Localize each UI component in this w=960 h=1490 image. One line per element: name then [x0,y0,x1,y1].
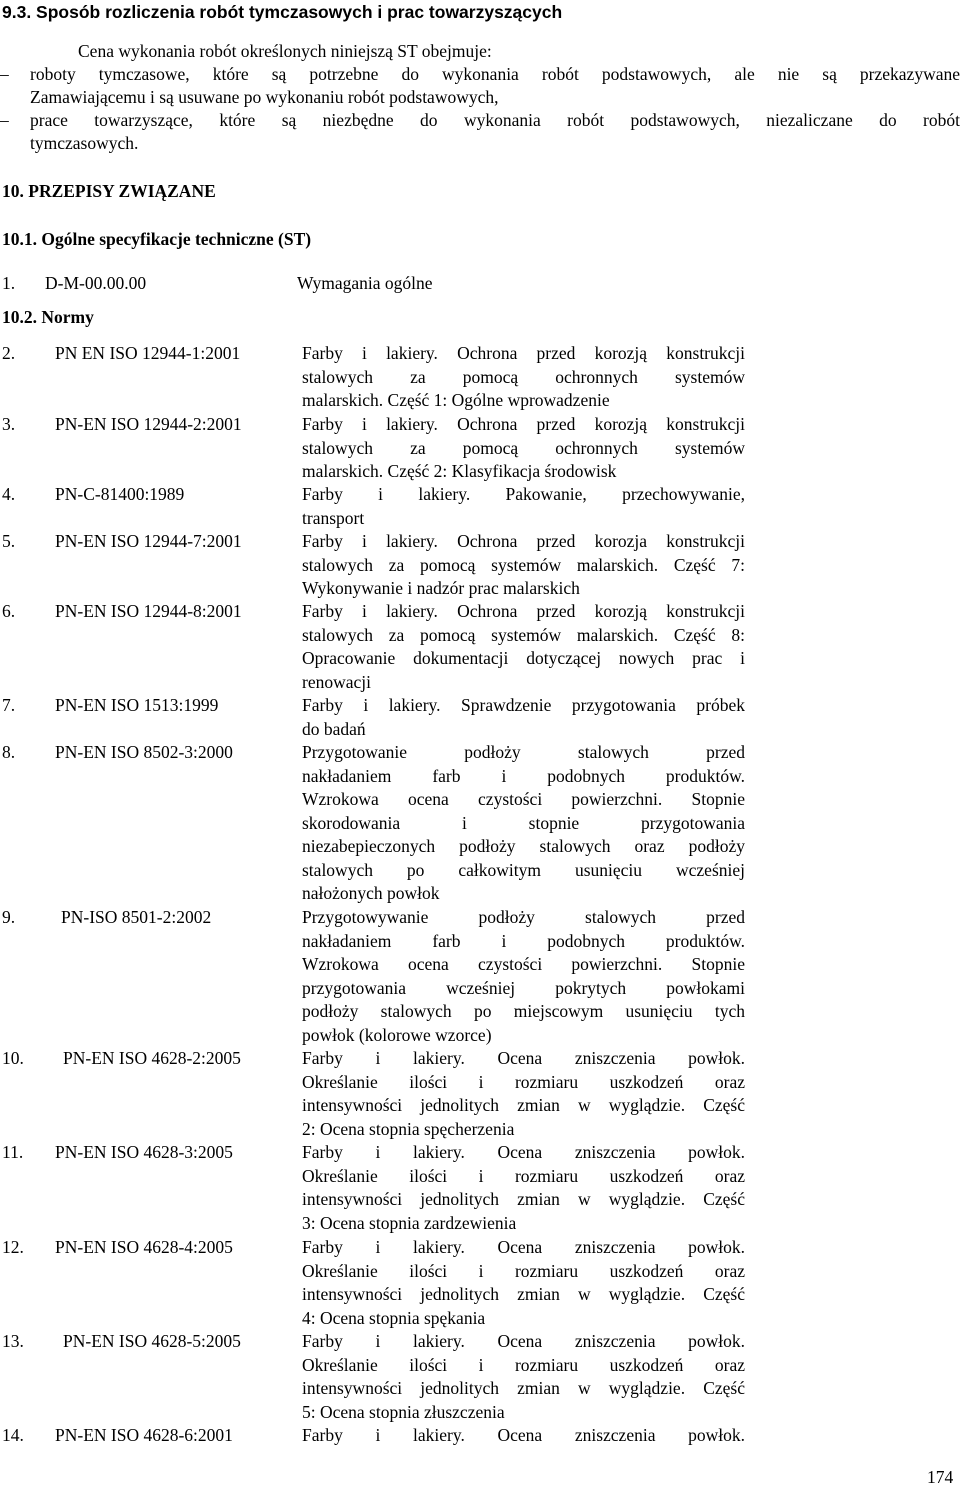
bullet-dash: – [0,110,9,130]
norm-title-line: nakładaniem farb i podobnych produktów. [302,765,745,786]
norm-number: 8. [2,742,16,762]
norm-title-line: Określanie ilości i rozmiaru uszkodzeń oraz [302,1165,745,1186]
norm-title-line: nałożonych powłok [302,883,440,904]
norm-title-line: intensywności jednolitych zmian w wyglądzie. Część [302,1095,745,1116]
bullet-dash: – [0,64,9,84]
norm-title-line: malarskich. Część 1: Ogólne wprowadzenie [302,390,610,411]
st-item-code: D-M-00.00.00 [45,273,147,293]
norm-number: 4. [2,484,16,504]
norm-number: 3. [2,414,16,434]
norm-title-line: Przygotowywanie podłoży stalowych przed [302,907,745,927]
norm-number: 12. [2,1237,24,1257]
norm-title-line: intensywności jednolitych zmian w wyglądzie. Część [302,1189,745,1210]
norm-title-line: intensywności jednolitych zmian w wyglądzie. Część [302,1378,745,1399]
heading-normy: 10.2. Normy [2,307,94,327]
section-title: 9.3. Sposób rozliczenia robót tymczasowych i prac towarzyszących [2,2,563,22]
norm-title [302,1141,745,1235]
norm-title-line: przygotowania wcześniej pokrytych powłokami [302,977,745,998]
norm-number: 10. [2,1048,24,1068]
norm-title-line: stalowych za pomocą ochronnych systemów [302,366,745,387]
norm-code: PN-ISO 8501-2:2002 [61,907,212,927]
norm-title-line: 3: Ocena stopnia zardzewienia [302,1212,517,1233]
norm-title-line: stalowych za pomocą ochronnych systemów [302,437,745,458]
norm-title-line: Farby i lakiery. Ocena zniszczenia powłok. [302,1425,745,1445]
norm-title-line: Wzrokowa ocena czystości powierzchni. Stopnie [302,954,745,975]
intro-text: Cena wykonania robót określonych niniejszą ST obejmuje: [78,41,492,61]
norm-title-line: Farby i lakiery. Ocena zniszczenia powłok. [302,1048,745,1068]
bullet-line: tymczasowych. [30,133,139,153]
norm-title-line: Wykonywanie i nadzór prac malarskich [302,578,580,599]
norm-title-line: Farby i lakiery. Ochrona przed korozja konstrukcji [302,531,745,551]
norm-title-line: Przygotowanie podłoży stalowych przed [302,742,745,762]
norm-title-line: do badań [302,718,366,739]
bullet-line: roboty tymczasowe, które są potrzebne do wykonania robót podstawowych, ale nie są przekazywane [30,64,960,84]
bullet-line: prace towarzyszące, które są niezbędne do wykonania robót podstawowych, niezaliczane do robót [30,110,960,130]
norm-code: PN-EN ISO 8502-3:2000 [55,742,233,762]
norm-title [302,1236,745,1330]
norm-code: PN-EN ISO 12944-8:2001 [55,601,242,621]
norm-code: PN-EN ISO 4628-2:2005 [63,1048,241,1068]
page-number: 174 [927,1467,954,1487]
norm-title-line: powłok (kolorowe wzorce) [302,1024,492,1045]
heading-przepisy: 10. PRZEPISY ZWIĄZANE [2,181,216,201]
norm-title-line: Określanie ilości i rozmiaru uszkodzeń oraz [302,1260,745,1281]
norm-title-line: 2: Ocena stopnia spęcherzenia [302,1118,515,1139]
norm-number: 14. [2,1425,24,1445]
norm-title-line: Wzrokowa ocena czystości powierzchni. Stopnie [302,789,745,810]
norm-title-line: intensywności jednolitych zmian w wyglądzie. Część [302,1284,745,1305]
bullet-line: Zamawiającemu i są usuwane po wykonaniu robót podstawowych, [30,87,499,107]
norm-title [302,1330,745,1424]
norm-title [302,342,745,413]
norm-code: PN-EN ISO 1513:1999 [55,695,219,715]
norm-title [302,906,745,1047]
norm-code: PN-EN ISO 4628-5:2005 [63,1331,241,1351]
norm-title-line: skorodowania i stopnie przygotowania [302,812,745,833]
norm-title-line: niezabepieczonych podłoży stalowych oraz podłoży [302,836,745,857]
norm-number: 2. [2,343,16,363]
norm-title-line: 5: Ocena stopnia złuszczenia [302,1401,505,1422]
norm-number: 11. [2,1142,24,1162]
norm-title-line: stalowych po całkowitym usunięciu wcześniej [302,859,745,880]
norm-title [302,694,745,741]
norm-title-line: Farby i lakiery. Ochrona przed korozją konstrukcji [302,601,745,621]
norm-code: PN-EN ISO 12944-7:2001 [55,531,242,551]
norm-title [302,413,745,484]
norm-number: 9. [2,907,16,927]
norm-title-line: Farby i lakiery. Ocena zniszczenia powłok. [302,1331,745,1351]
norm-title [302,1047,745,1141]
norm-number: 13. [2,1331,24,1351]
norm-number: 7. [2,695,16,715]
norm-title-line: podłoży stalowych po miejscowym usunięciu tych [302,1001,745,1022]
norm-title-line: Farby i lakiery. Ochrona przed korozją konstrukcji [302,343,745,363]
norm-title-line: stalowych za pomocą systemów malarskich. Część 8: [302,624,745,645]
heading-ogolne-st: 10.1. Ogólne specyfikacje techniczne (ST) [2,229,312,249]
norm-title-line: transport [302,507,365,528]
norm-title-line: nakładaniem farb i podobnych produktów. [302,930,745,951]
norm-code: PN-EN ISO 4628-3:2005 [55,1142,233,1162]
norm-title-line: renowacji [302,671,371,692]
norm-code: PN-C-81400:1989 [55,484,185,504]
norm-code: PN-EN ISO 4628-4:2005 [55,1237,233,1257]
norm-title-line: Opracowanie dokumentacji dotyczącej nowych prac i [302,648,745,669]
norm-title-line: Farby i lakiery. Sprawdzenie przygotowania próbek [302,695,745,715]
norm-title [302,741,745,906]
norm-title-line: Określanie ilości i rozmiaru uszkodzeń oraz [302,1354,745,1375]
norm-title-line: Określanie ilości i rozmiaru uszkodzeń oraz [302,1071,745,1092]
norm-title-line: Farby i lakiery. Ochrona przed korozją konstrukcji [302,414,745,434]
norm-code: PN-EN ISO 12944-2:2001 [55,414,242,434]
norm-title [302,1424,745,1448]
norm-number: 5. [2,531,16,551]
norm-code: PN-EN ISO 4628-6:2001 [55,1425,233,1445]
norm-title-line: Farby i lakiery. Pakowanie, przechowywanie, [302,484,745,504]
norm-title-line: Farby i lakiery. Ocena zniszczenia powłok. [302,1142,745,1162]
norm-title [302,600,745,694]
norm-code: PN EN ISO 12944-1:2001 [55,343,241,363]
st-item-number: 1. [2,273,16,293]
norm-number: 6. [2,601,16,621]
norm-title-line: 4: Ocena stopnia spękania [302,1307,486,1328]
norm-title-line: Farby i lakiery. Ocena zniszczenia powłok. [302,1237,745,1257]
norm-title-line: malarskich. Część 2: Klasyfikacja środowisk [302,461,617,482]
st-item-title: Wymagania ogólne [297,273,433,293]
norm-title [302,483,745,530]
norm-title-line: stalowych za pomocą systemów malarskich. Część 7: [302,554,745,575]
norm-title [302,530,745,601]
